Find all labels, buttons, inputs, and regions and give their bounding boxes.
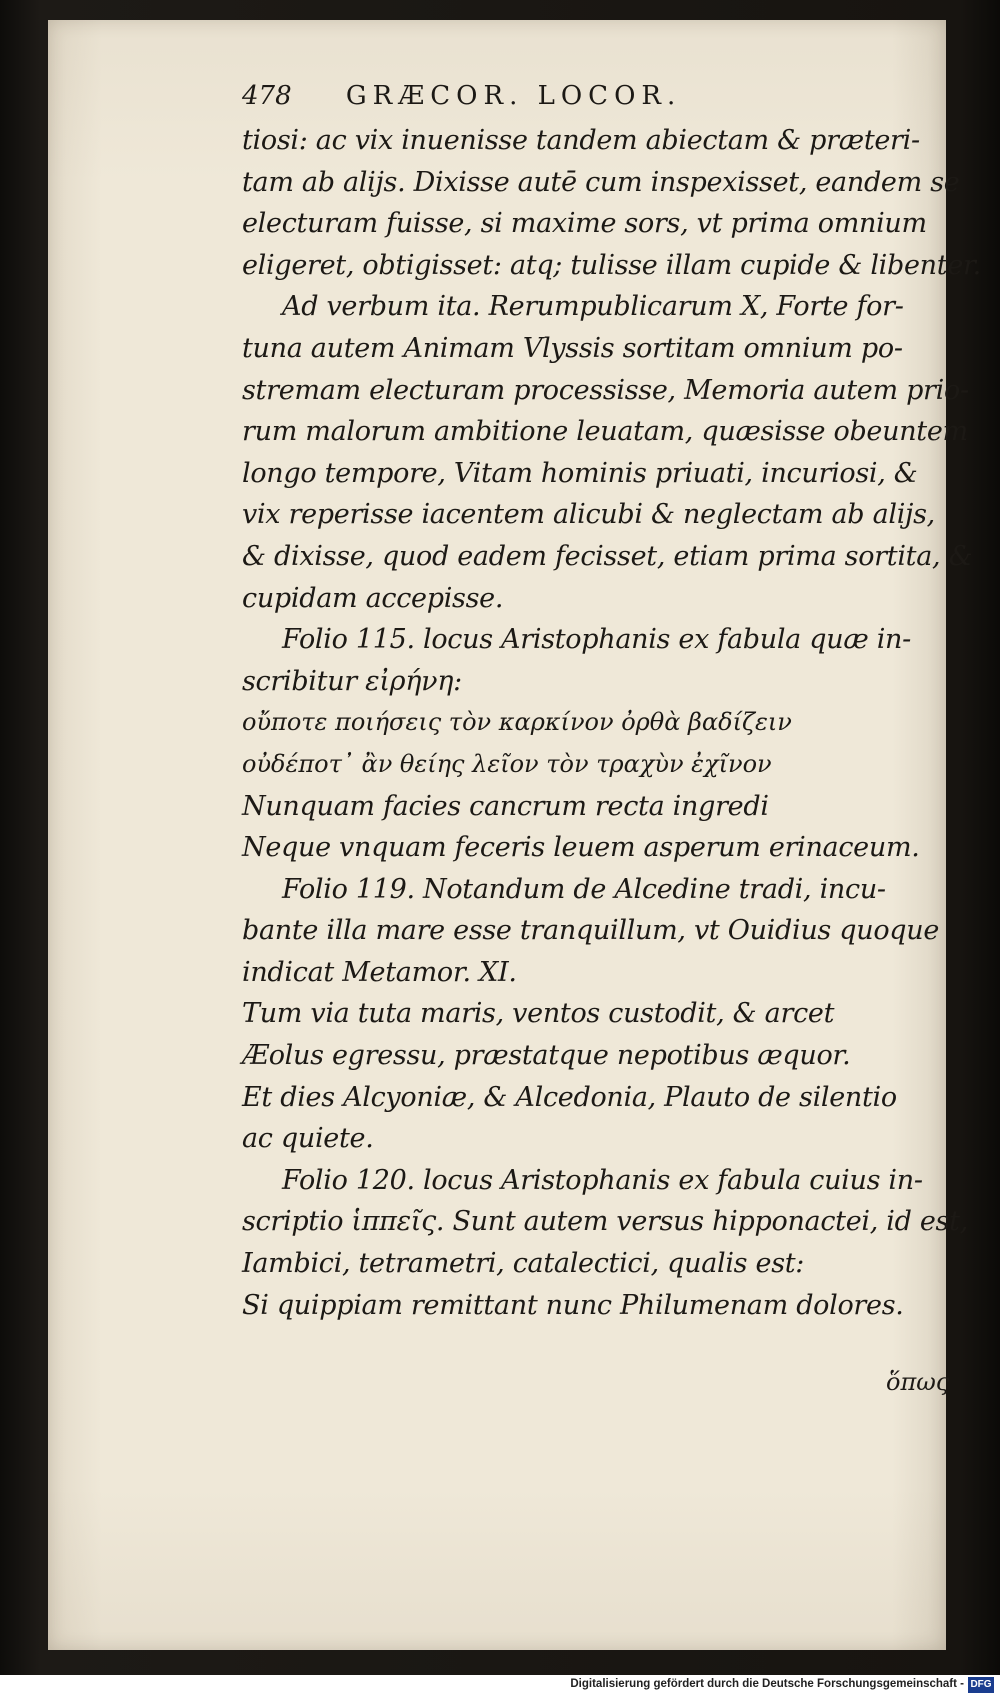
page-text-block	[242, 76, 981, 1326]
text-line: scribitur εἰρήνη:	[242, 665, 462, 697]
text-line: rum malorum ambitione leuatam, quæsisse obeuntem	[242, 416, 968, 448]
page-number: 478	[242, 81, 292, 111]
text-line: & dixisse, quod eadem fecisset, etiam prima sortita, &	[242, 540, 973, 572]
text-line: stremam electuram processisse, Memoria autem prio-	[242, 374, 969, 406]
text-line: Folio 115. locus Aristophanis ex fabula quæ in-	[282, 624, 911, 656]
text-line: Folio 120. locus Aristophanis ex fabula cuius in-	[282, 1164, 923, 1196]
text-line: scriptio ἱππεῖς. Sunt autem versus hipponactei, id est,	[242, 1206, 968, 1238]
greek-verse-line: οὐδέποτ᾽ ἂν θείης λεῖον τὸν τραχὺν ἐχῖνον	[242, 749, 772, 778]
text-line: ac quiete.	[242, 1123, 374, 1155]
verse-line: Neque vnquam feceris leuem asperum erinaceum.	[242, 832, 920, 864]
text-line: bante illa mare esse tranquillum, vt Ouidius quoque	[242, 915, 940, 947]
text-line: Ad verbum ita. Rerumpublicarum X, Forte for-	[282, 291, 904, 323]
text-line: Iambici, tetrametri, catalectici, qualis est:	[242, 1248, 805, 1280]
footer-bar	[0, 1675, 1000, 1697]
greek-verse-line: οὔποτε ποιήσεις τὸν καρκίνον ὀρθὰ βαδίζειν	[242, 708, 792, 737]
text-line: indicat Metamor. XI.	[242, 956, 517, 988]
running-head: GRÆCOR. LOCOR.	[345, 81, 682, 111]
text-line: cupidam accepisse.	[242, 582, 504, 614]
catchword: ὅπως	[886, 1368, 950, 1396]
dfg-logo-icon: DFG	[968, 1677, 994, 1693]
text-line: Si quippiam remittant nunc Philumenam dolores.	[242, 1289, 904, 1321]
text-line: Folio 119. Notandum de Alcedine tradi, incu-	[282, 873, 886, 905]
footer-credit: Digitalisierung gefördert durch die Deutsche Forschungsgemeinschaft -	[570, 1678, 964, 1690]
verse-line: Tum via tuta maris, ventos custodit, & arcet	[242, 998, 835, 1030]
verse-line: Æolus egressu, præstatque nepotibus æquor.	[242, 1040, 851, 1072]
text-line: tuna autem Animam Vlyssis sortitam omnium po-	[242, 332, 903, 364]
text-line: tam ab alijs. Dixisse autē cum inspexisset, eandem se	[242, 166, 960, 198]
verse-line: Nunquam facies cancrum recta ingredi	[242, 790, 769, 822]
text-line: vix reperisse iacentem alicubi & neglectam ab alijs,	[242, 499, 935, 531]
text-line: electuram fuisse, si maxime sors, vt prima omnium	[242, 208, 927, 240]
text-line: Et dies Alcyoniæ, & Alcedonia, Plauto de silentio	[242, 1081, 897, 1113]
text-line: eligeret, obtigisset: atq; tulisse illam cupide & libenter.	[242, 249, 981, 281]
text-line: longo tempore, Vitam hominis priuati, incuriosi, &	[242, 457, 918, 489]
text-line: tiosi: ac vix inuenisse tandem abiectam & præteri-	[242, 125, 920, 156]
page-header	[242, 76, 962, 120]
